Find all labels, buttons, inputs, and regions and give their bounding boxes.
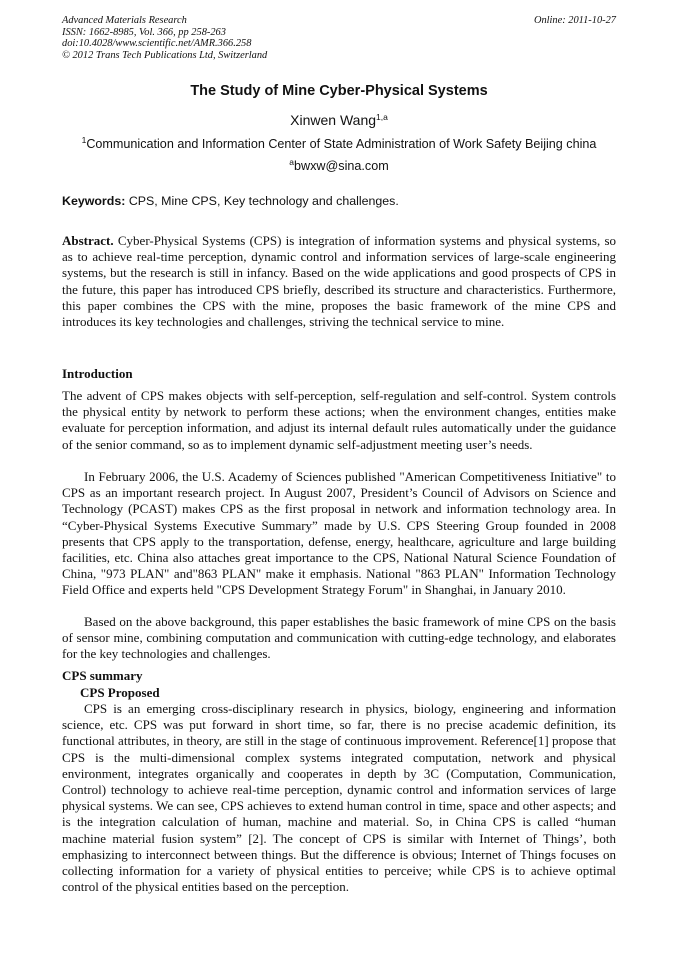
introduction-heading: Introduction [62, 366, 133, 381]
cps-paragraph-1: CPS is an emerging cross-disciplinary research in physics, biology, engineering and information science, etc. CPS was put forward in short time, so far, there is no precise academic definition, its functional attributes, in theory, are still in the stage of continuous improvement. Reference[1] propose that CPS is the multi-dimensional complex systems integrated computation, network and physical environment, integrates organically and cooperates in depth by 3C (Computation, Communication, Control) technology to achieve real-time perception, dynamic control and information services of large physical systems. We can see, CPS achieves to extend human control in time, space and other aspects; and is the integration calculation of human, machine and material. So, in China CPS is called “human machine material fusion system” [2]. The concept of CPS is similar with Internet of Things’, both emphasizing to interconnect between things. But the difference is obvious; Internet of Things focuses on collecting information for a variety of physical entities to perceive; while CPS is to achieve optimal control of the physical entities based on the perception. [62, 701, 616, 895]
email-address: bwxw@sina.com [294, 159, 389, 173]
issn-line: ISSN: 1662-8985, Vol. 366, pp 258-263 [62, 26, 226, 38]
abstract-label: Abstract. [62, 233, 114, 248]
intro-paragraph-2: In February 2006, the U.S. Academy of Sciences published "American Competitiveness Initiative" to CPS as an important research project. In August 2007, President’s Council of Advisors on Science and Technology (PCAST) makes CPS as the first proposal in network and information technology area. In “Cyber-Physical Systems Executive Summary” made by U.S. CPS Steering Group founded in 2008 presents that CPS apply to the transportation, defense, energy, healthcare, agriculture and large building facilities, etc. China also attaches great importance to the CPS, National Natural Science Foundation of China, "973 PLAN" and"863 PLAN" make it emphasis. National "863 PLAN" Information Technology Field Office and experts held "CPS Development Strategy Forum" in Shanghai, in January 2010. [62, 469, 616, 598]
copyright-line: © 2012 Trans Tech Publications Ltd, Switzerland [62, 49, 268, 61]
affiliation-superscript: 1 [81, 135, 87, 145]
paper-title: The Study of Mine Cyber-Physical Systems [190, 83, 488, 99]
affiliation-line [62, 137, 616, 151]
keywords-text: CPS, Mine CPS, Key technology and challenges. [128, 194, 399, 208]
author-name: Xinwen Wang [290, 112, 377, 128]
doi-line: doi:10.4028/www.scientific.net/AMR.366.258 [62, 38, 252, 50]
journal-header [62, 15, 616, 61]
affiliation-text: Communication and Information Center of State Administration of Work Safety Beijing china [86, 137, 597, 151]
journal-name: Advanced Materials Research [62, 15, 187, 26]
cps-summary-heading: CPS summary [62, 668, 143, 683]
author-line [62, 112, 616, 128]
abstract-text: Cyber-Physical Systems (CPS) is integration of information systems and physical systems, so as to achieve real-time perception, dynamic control and information services of large-scale engineering systems, but the research is still in infancy. Based on the wide applications and good prospects of CPS in the future, this paper has introduced CPS briefly, described its structure and characteristics. Furthermore, this paper combines the CPS with the mine, proposes the basic framework of the mine CPS and introduces its key technologies and challenges, striving the technical service to mine. [62, 233, 616, 330]
cps-proposed-heading: CPS Proposed [80, 685, 160, 700]
author-superscript: 1,a [376, 112, 388, 122]
keywords-line [62, 194, 616, 208]
email-superscript: a [289, 157, 295, 167]
intro-paragraph-3: Based on the above background, this paper establishes the basic framework of mine CPS on the basis of sensor mine, combining computation and communication with cutting-edge technology, and elaborates for the key technologies and challenges. [62, 614, 616, 662]
intro-paragraph-1: The advent of CPS makes objects with self-perception, self-regulation and self-control. System controls the physical entity by network to perform these actions; when the environment changes, entities make evaluate for perception information, and adjust its internal default rules automatically under the guidance of the senior command, so as to implement dynamic self-adjustment meeting user’s needs. [62, 388, 616, 452]
abstract-paragraph [62, 233, 616, 330]
keywords-label: Keywords: [62, 194, 126, 208]
email-line [62, 159, 616, 173]
online-date: Online: 2011-10-27 [533, 15, 616, 26]
